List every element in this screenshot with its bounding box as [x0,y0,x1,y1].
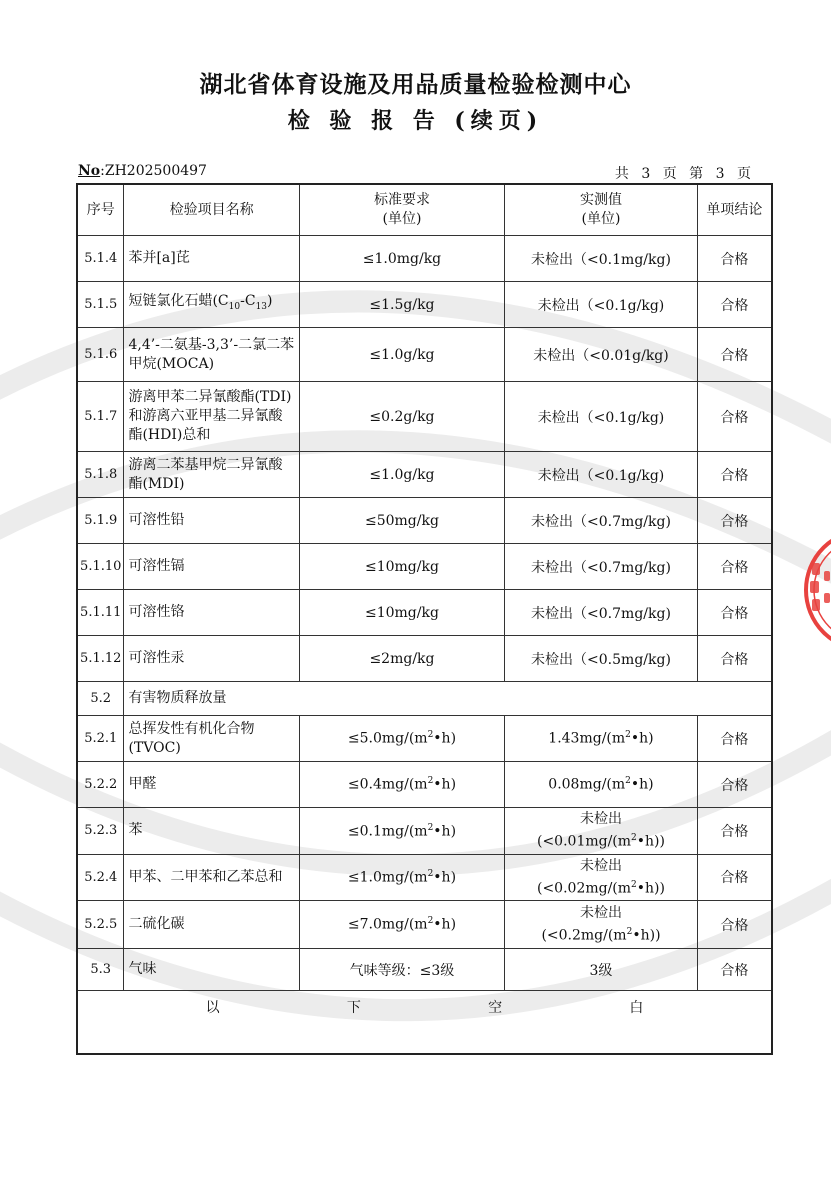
table-row: 5.2.3 苯 $\le 0.1mg/(m^2•h)$ 未检出 $(<0.01mg/(m^2•h))$ 合格 [77,808,772,855]
table-row: 5.1.9 可溶性铅 ≤50mg/kg 未检出（<0.7mg/kg) 合格 [77,498,772,544]
table-row: 5.1.5 短链氯化石蜡$(C_{10}-C_{13})$ ≤1.5g/kg 未检出（<0.1g/kg) 合格 [77,282,772,328]
table-row: 5.1.4 苯并[a]芘 ≤1.0mg/kg 未检出（<0.1mg/kg) 合格 [77,236,772,282]
blank-char: 下 [346,1000,361,1017]
table-row: 5.1.10 可溶性镉 ≤10mg/kg 未检出（<0.7mg/kg) 合格 [77,544,772,590]
header-seq: 序号 [77,184,124,236]
table-row: 5.2.1 总挥发性有机化合物(TVOC) $\le 5.0mg/(m^2•h)$ $1.43mg/(m^2•h)$ 合格 [77,716,772,762]
organization-title: 湖北省体育设施及用品质量检验检测中心 [199,71,632,98]
page-count: 共 3 页 第 3 页 [614,166,755,182]
table-row: 5.1.8 游离二苯基甲烷二异氰酸酯(MDI) ≤1.0g/kg 未检出（<0.1g/kg) 合格 [77,452,772,498]
table-row: 5.2.4 甲苯、二甲苯和乙苯总和 $\le 1.0mg/(m^2•h)$ 未检出 $(<0.02mg/(m^2•h))$ 合格 [77,854,772,901]
header-item: 检验项目名称 [124,184,299,236]
blank-char: 空 [488,1000,503,1017]
blank-char: 白 [629,1000,644,1017]
blank-row [77,991,772,1055]
table-row: 5.1.7 游离甲苯二异氰酸酯(TDI)和游离六亚甲基二异氰酸酯(HDI)总和 ≤0.2g/kg 未检出（<0.1g/kg) 合格 [77,382,772,452]
official-seal-stamp [800,525,831,655]
table-row: 5.1.6 4,4’-二氨基-3,3’-二氯二苯甲烷(MOCA) ≤1.0g/kg 未检出（<0.01g/kg) 合格 [77,328,772,382]
report-title: 检 验 报 告 (续页) [287,108,544,134]
inspection-table [76,183,773,1055]
header-measured: 实测值 (单位) [505,184,698,236]
table-row: 5.2.2 甲醛 $\le 0.4mg/(m^2•h)$ $0.08mg/(m^2•h)$ 合格 [77,762,772,808]
header-standard: 标准要求 (单位) [299,184,504,236]
report-number-label: No [78,163,101,179]
table-row: 5.1.12 可溶性汞 ≤2mg/kg 未检出（<0.5mg/kg) 合格 [77,636,772,682]
report-number-value: :ZH202500497 [100,163,207,179]
table-row: 5.3 气味 气味等级：≤3级 3级 合格 [77,949,772,991]
table-row: 5.1.11 可溶性铬 ≤10mg/kg 未检出（<0.7mg/kg) 合格 [77,590,772,636]
table-header [77,184,772,236]
blank-char: 以 [205,1000,220,1017]
section-row: 5.2 有害物质释放量 [77,682,772,716]
header-result: 单项结论 [697,184,772,236]
report-number [78,163,207,179]
table-row: 5.2.5 二硫化碳 $\le 7.0mg/(m^2•h)$ 未检出 $(<0.2mg/(m^2•h))$ 合格 [77,901,772,949]
